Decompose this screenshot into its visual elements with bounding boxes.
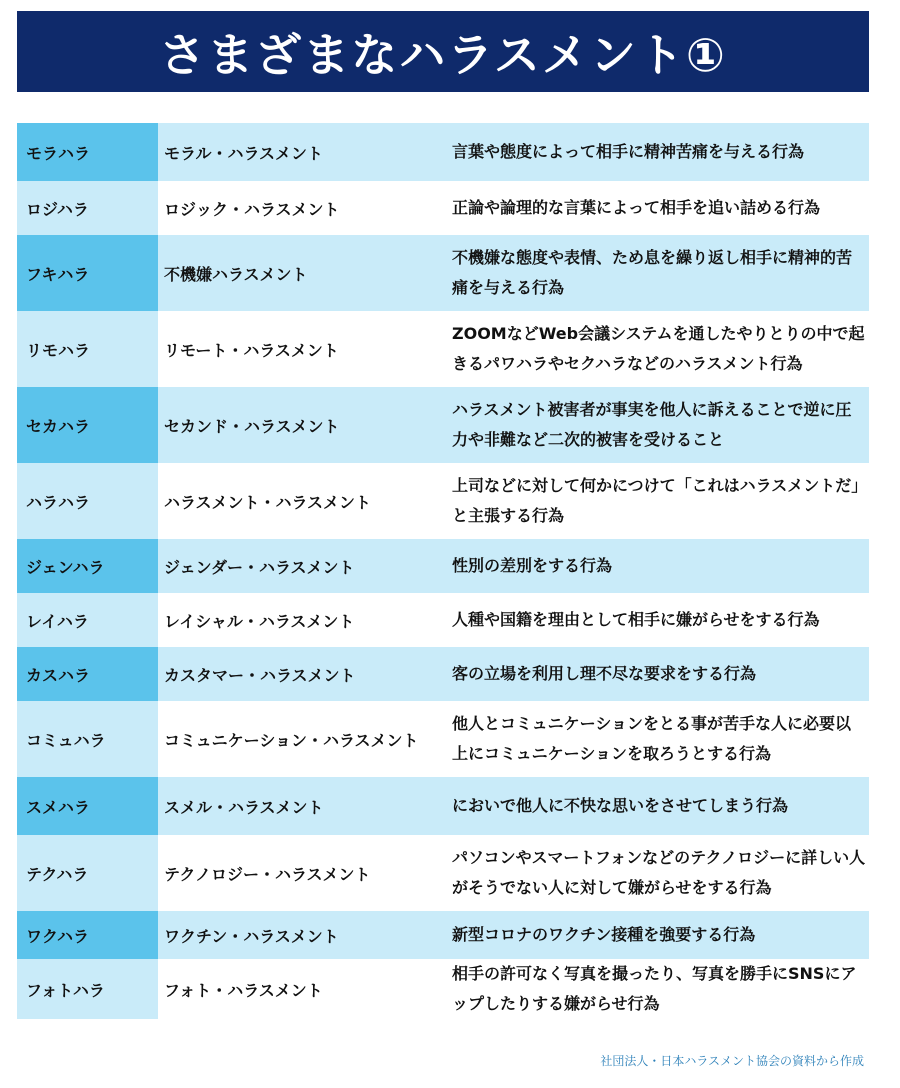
full-name-cell: テクノロジー・ハラスメント [158, 835, 450, 911]
table-row [17, 959, 869, 1019]
abbr-cell: リモハラ [17, 311, 158, 387]
description-cell: ZOOMなどWeb会議システムを通したやりとりの中で起きるパワハラやセクハラなどのハラスメント行為 [450, 311, 869, 387]
abbr-cell: ジェンハラ [17, 539, 158, 593]
full-name-cell: セカンド・ハラスメント [158, 387, 450, 463]
full-name-cell: レイシャル・ハラスメント [158, 593, 450, 647]
table-row [17, 593, 869, 647]
full-name-cell: 不機嫌ハラスメント [158, 235, 450, 311]
abbr-cell: カスハラ [17, 647, 158, 701]
full-name-cell: コミュニケーション・ハラスメント [158, 701, 450, 777]
title-banner [17, 11, 869, 92]
abbr-cell: スメハラ [17, 777, 158, 835]
abbr-cell: フォトハラ [17, 959, 158, 1019]
description-cell: 言葉や態度によって相手に精神苦痛を与える行為 [450, 123, 869, 181]
table-row [17, 835, 869, 911]
full-name-cell: ハラスメント・ハラスメント [158, 463, 450, 539]
table-row [17, 387, 869, 463]
description-cell: 上司などに対して何かにつけて「これはハラスメントだ」と主張する行為 [450, 463, 869, 539]
description-cell: 新型コロナのワクチン接種を強要する行為 [450, 911, 869, 959]
full-name-cell: カスタマー・ハラスメント [158, 647, 450, 701]
table-row [17, 647, 869, 701]
description-cell: パソコンやスマートフォンなどのテクノロジーに詳しい人がそうでない人に対して嫌がらせをする行為 [450, 835, 869, 911]
abbr-cell: ハラハラ [17, 463, 158, 539]
description-cell: 不機嫌な態度や表情、ため息を繰り返し相手に精神的苦痛を与える行為 [450, 235, 869, 311]
abbr-cell: フキハラ [17, 235, 158, 311]
description-cell: においで他人に不快な思いをさせてしまう行為 [450, 777, 869, 835]
full-name-cell: ジェンダー・ハラスメント [158, 539, 450, 593]
table-row [17, 777, 869, 835]
description-cell: 正論や論理的な言葉によって相手を追い詰める行為 [450, 181, 869, 235]
table-row [17, 311, 869, 387]
table-row [17, 235, 869, 311]
source-note: 社団法人・日本ハラスメント協会の資料から作成 [600, 1054, 864, 1068]
abbr-cell: モラハラ [17, 123, 158, 181]
table-row [17, 181, 869, 235]
full-name-cell: ワクチン・ハラスメント [158, 911, 450, 959]
full-name-cell: スメル・ハラスメント [158, 777, 450, 835]
table-row [17, 463, 869, 539]
page-title: さまざまなハラスメント① [159, 27, 727, 82]
abbr-cell: コミュハラ [17, 701, 158, 777]
full-name-cell: リモート・ハラスメント [158, 311, 450, 387]
table-row [17, 701, 869, 777]
description-cell: 人種や国籍を理由として相手に嫌がらせをする行為 [450, 593, 869, 647]
abbr-cell: セカハラ [17, 387, 158, 463]
description-cell: 相手の許可なく写真を撮ったり、写真を勝手にSNSにアップしたりする嫌がらせ行為 [450, 959, 869, 1019]
abbr-cell: ロジハラ [17, 181, 158, 235]
description-cell: 他人とコミュニケーションをとる事が苦手な人に必要以上にコミュニケーションを取ろうとする行為 [450, 701, 869, 777]
full-name-cell: フォト・ハラスメント [158, 959, 450, 1019]
abbr-cell: レイハラ [17, 593, 158, 647]
harassment-table [17, 123, 869, 1019]
full-name-cell: モラル・ハラスメント [158, 123, 450, 181]
abbr-cell: テクハラ [17, 835, 158, 911]
description-cell: 性別の差別をする行為 [450, 539, 869, 593]
table-row [17, 539, 869, 593]
description-cell: 客の立場を利用し理不尽な要求をする行為 [450, 647, 869, 701]
table-row [17, 123, 869, 181]
table-row [17, 911, 869, 959]
full-name-cell: ロジック・ハラスメント [158, 181, 450, 235]
abbr-cell: ワクハラ [17, 911, 158, 959]
description-cell: ハラスメント被害者が事実を他人に訴えることで逆に圧力や非難など二次的被害を受けること [450, 387, 869, 463]
